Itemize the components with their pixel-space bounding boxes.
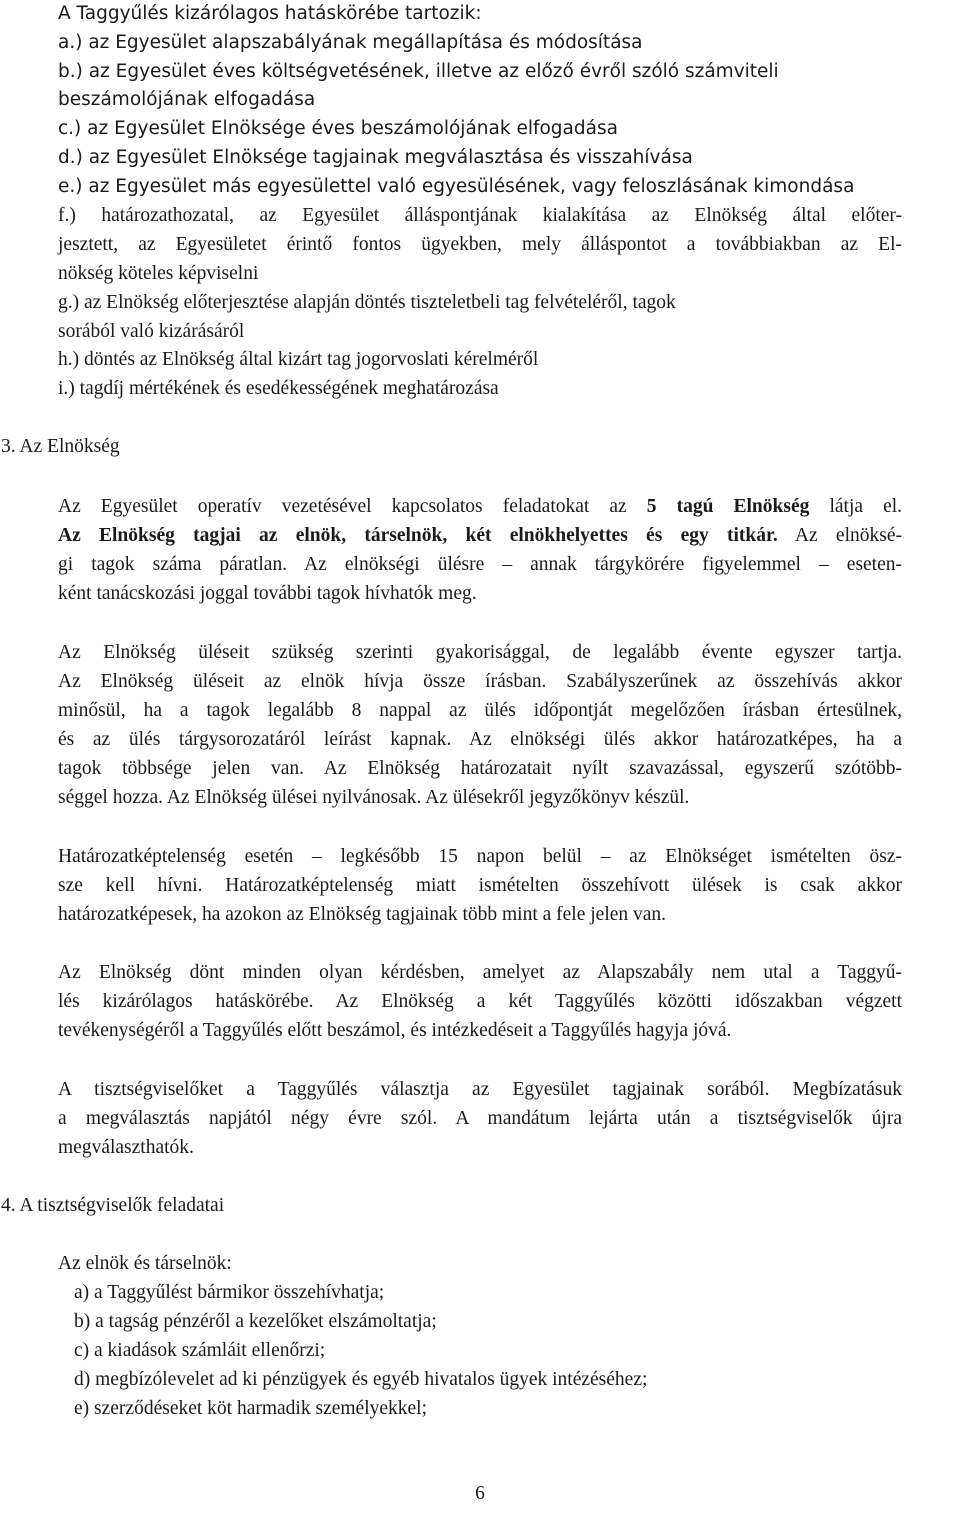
section-3-p2-line-6: séggel hozza. Az Elnökség ülései nyilvánosak. Az ülésekről jegyzőkönyv készül.	[58, 787, 690, 808]
section-3-p2-line-5: tagok többsége jelen van. Az Elnökség határozatait nyílt szavazással, egyszerű szótöbb-	[58, 758, 902, 779]
text-run: Az Egyesület operatív vezetésével kapcsolatos feladatokat az	[58, 496, 627, 517]
list-item-f-line-3: nökség köteles képviselni	[58, 263, 259, 284]
list-item: c) a kiadások számláit ellenőrzi;	[74, 1340, 326, 1361]
list-item: b.) az Egyesület éves költségvetésének, illetve az előző évről szóló számviteli	[58, 61, 779, 82]
list-item-g-line-1: g.) az Elnökség előterjesztése alapján döntés tiszteletbeli tag felvételéről, tagok	[58, 292, 676, 313]
section-3-p2-line-1: Az Elnökség üléseit szükség szerinti gyakorisággal, de legalább évente egyszer tartja.	[58, 642, 902, 663]
intro-heading: A Taggyűlés kizárólagos hatáskörébe tartozik:	[58, 3, 482, 24]
list-item: a.) az Egyesület alapszabályának megállapítása és módosítása	[58, 32, 643, 53]
list-item: beszámolójának elfogadása	[58, 89, 316, 110]
list-item-h: h.) döntés az Elnökség által kizárt tag jogorvoslati kérelméről	[58, 349, 539, 370]
bold-text-run: Az Elnökség tagjai az elnök, társelnök, két elnökhelyettes és egy titkár.	[58, 525, 778, 546]
bold-text-run: 5 tagú Elnökség	[646, 496, 810, 517]
list-item: b) a tagság pénzéről a kezelőket elszámoltatja;	[74, 1311, 437, 1332]
list-item: e) szerződéseket köt harmadik személyekkel;	[74, 1398, 428, 1419]
list-item: e.) az Egyesület más egyesülettel való egyesülésének, vagy feloszlásának kimondása	[58, 176, 855, 197]
list-item: a) a Taggyűlést bármikor összehívhatja;	[74, 1282, 385, 1303]
list-item-f-line-1: f.) határozathozatal, az Egyesület álláspontjának kialakítása az Elnökség által előter-	[58, 205, 902, 226]
section-4-subheading: Az elnök és társelnök:	[58, 1253, 232, 1274]
list-item: d) megbízólevelet ad ki pénzügyek és egyéb hivatalos ügyek intézéséhez;	[74, 1369, 648, 1390]
section-3-p4-line-3: tevékenységéről a Taggyűlés előtt beszámol, és intézkedéseit a Taggyűlés hagyja jóvá.	[58, 1020, 732, 1041]
list-item-i: i.) tagdíj mértékének és esedékességének meghatározása	[58, 378, 499, 399]
section-3-p1-line-1	[58, 494, 902, 520]
section-3-p2-line-2: Az Elnökség üléseit az elnök hívja össze írásban. Szabályszerűnek az összehívás akkor	[58, 671, 902, 692]
section-3-p5-line-3: megválaszthatók.	[58, 1137, 194, 1158]
text-run: látja el.	[829, 496, 903, 517]
section-3-p5-line-2: a megválasztás napjától négy évre szól. A mandátum lejárta után a tisztségviselők újra	[58, 1108, 902, 1129]
text-run: Az elnöksé-	[794, 525, 902, 546]
list-item-f-line-2: jesztett, az Egyesületet érintő fontos ügyekben, mely álláspontot a továbbiakban az El-	[58, 234, 902, 255]
section-3-p1-line-4: ként tanácskozási joggal további tagok hívhatók meg.	[58, 583, 477, 604]
section-3-p2-line-3: minősül, ha a tagok legalább 8 nappal az ülés időpontját megelőzően írásban értesülnek,	[58, 700, 902, 721]
section-3-p2-line-4: és az ülés tárgysorozatáról leírást kapnak. Az elnökségi ülés akkor határozatképes, ha a	[58, 729, 902, 750]
section-3-title: 3. Az Elnökség	[1, 436, 120, 457]
section-3-p4-line-1: Az Elnökség dönt minden olyan kérdésben, amelyet az Alapszabály nem utal a Taggyű-	[58, 962, 902, 983]
section-3-p3-line-2: sze kell hívni. Határozatképtelenség miatt ismételten összehívott ülések is csak akkor	[58, 875, 902, 896]
section-3-p5-line-1: A tisztségviselőket a Taggyűlés választja az Egyesület tagjainak sorából. Megbízatásuk	[58, 1079, 902, 1100]
section-3-p3-line-3: határozatképesek, ha azokon az Elnökség tagjainak több mint a fele jelen van.	[58, 904, 667, 925]
list-item-g-line-2: sorából való kizárásáról	[58, 321, 245, 342]
section-3-p1-line-2	[58, 523, 902, 549]
list-item: c.) az Egyesület Elnöksége éves beszámolójának elfogadása	[58, 118, 618, 139]
section-3-p1-line-3: gi tagok száma páratlan. Az elnökségi ülésre – annak tárgykörére figyelemmel – eseten-	[58, 554, 902, 575]
section-4-title: 4. A tisztségviselők feladatai	[1, 1195, 225, 1216]
section-3-p4-line-2: lés kizárólagos hatáskörébe. Az Elnökség a két Taggyűlés közötti időszakban végzett	[58, 991, 902, 1012]
list-item: d.) az Egyesület Elnöksége tagjainak megválasztása és visszahívása	[58, 147, 693, 168]
page-number: 6	[475, 1483, 485, 1504]
section-3-p3-line-1: Határozatképtelenség esetén – legkésőbb 15 napon belül – az Elnökséget ismételten ösz-	[58, 846, 902, 867]
